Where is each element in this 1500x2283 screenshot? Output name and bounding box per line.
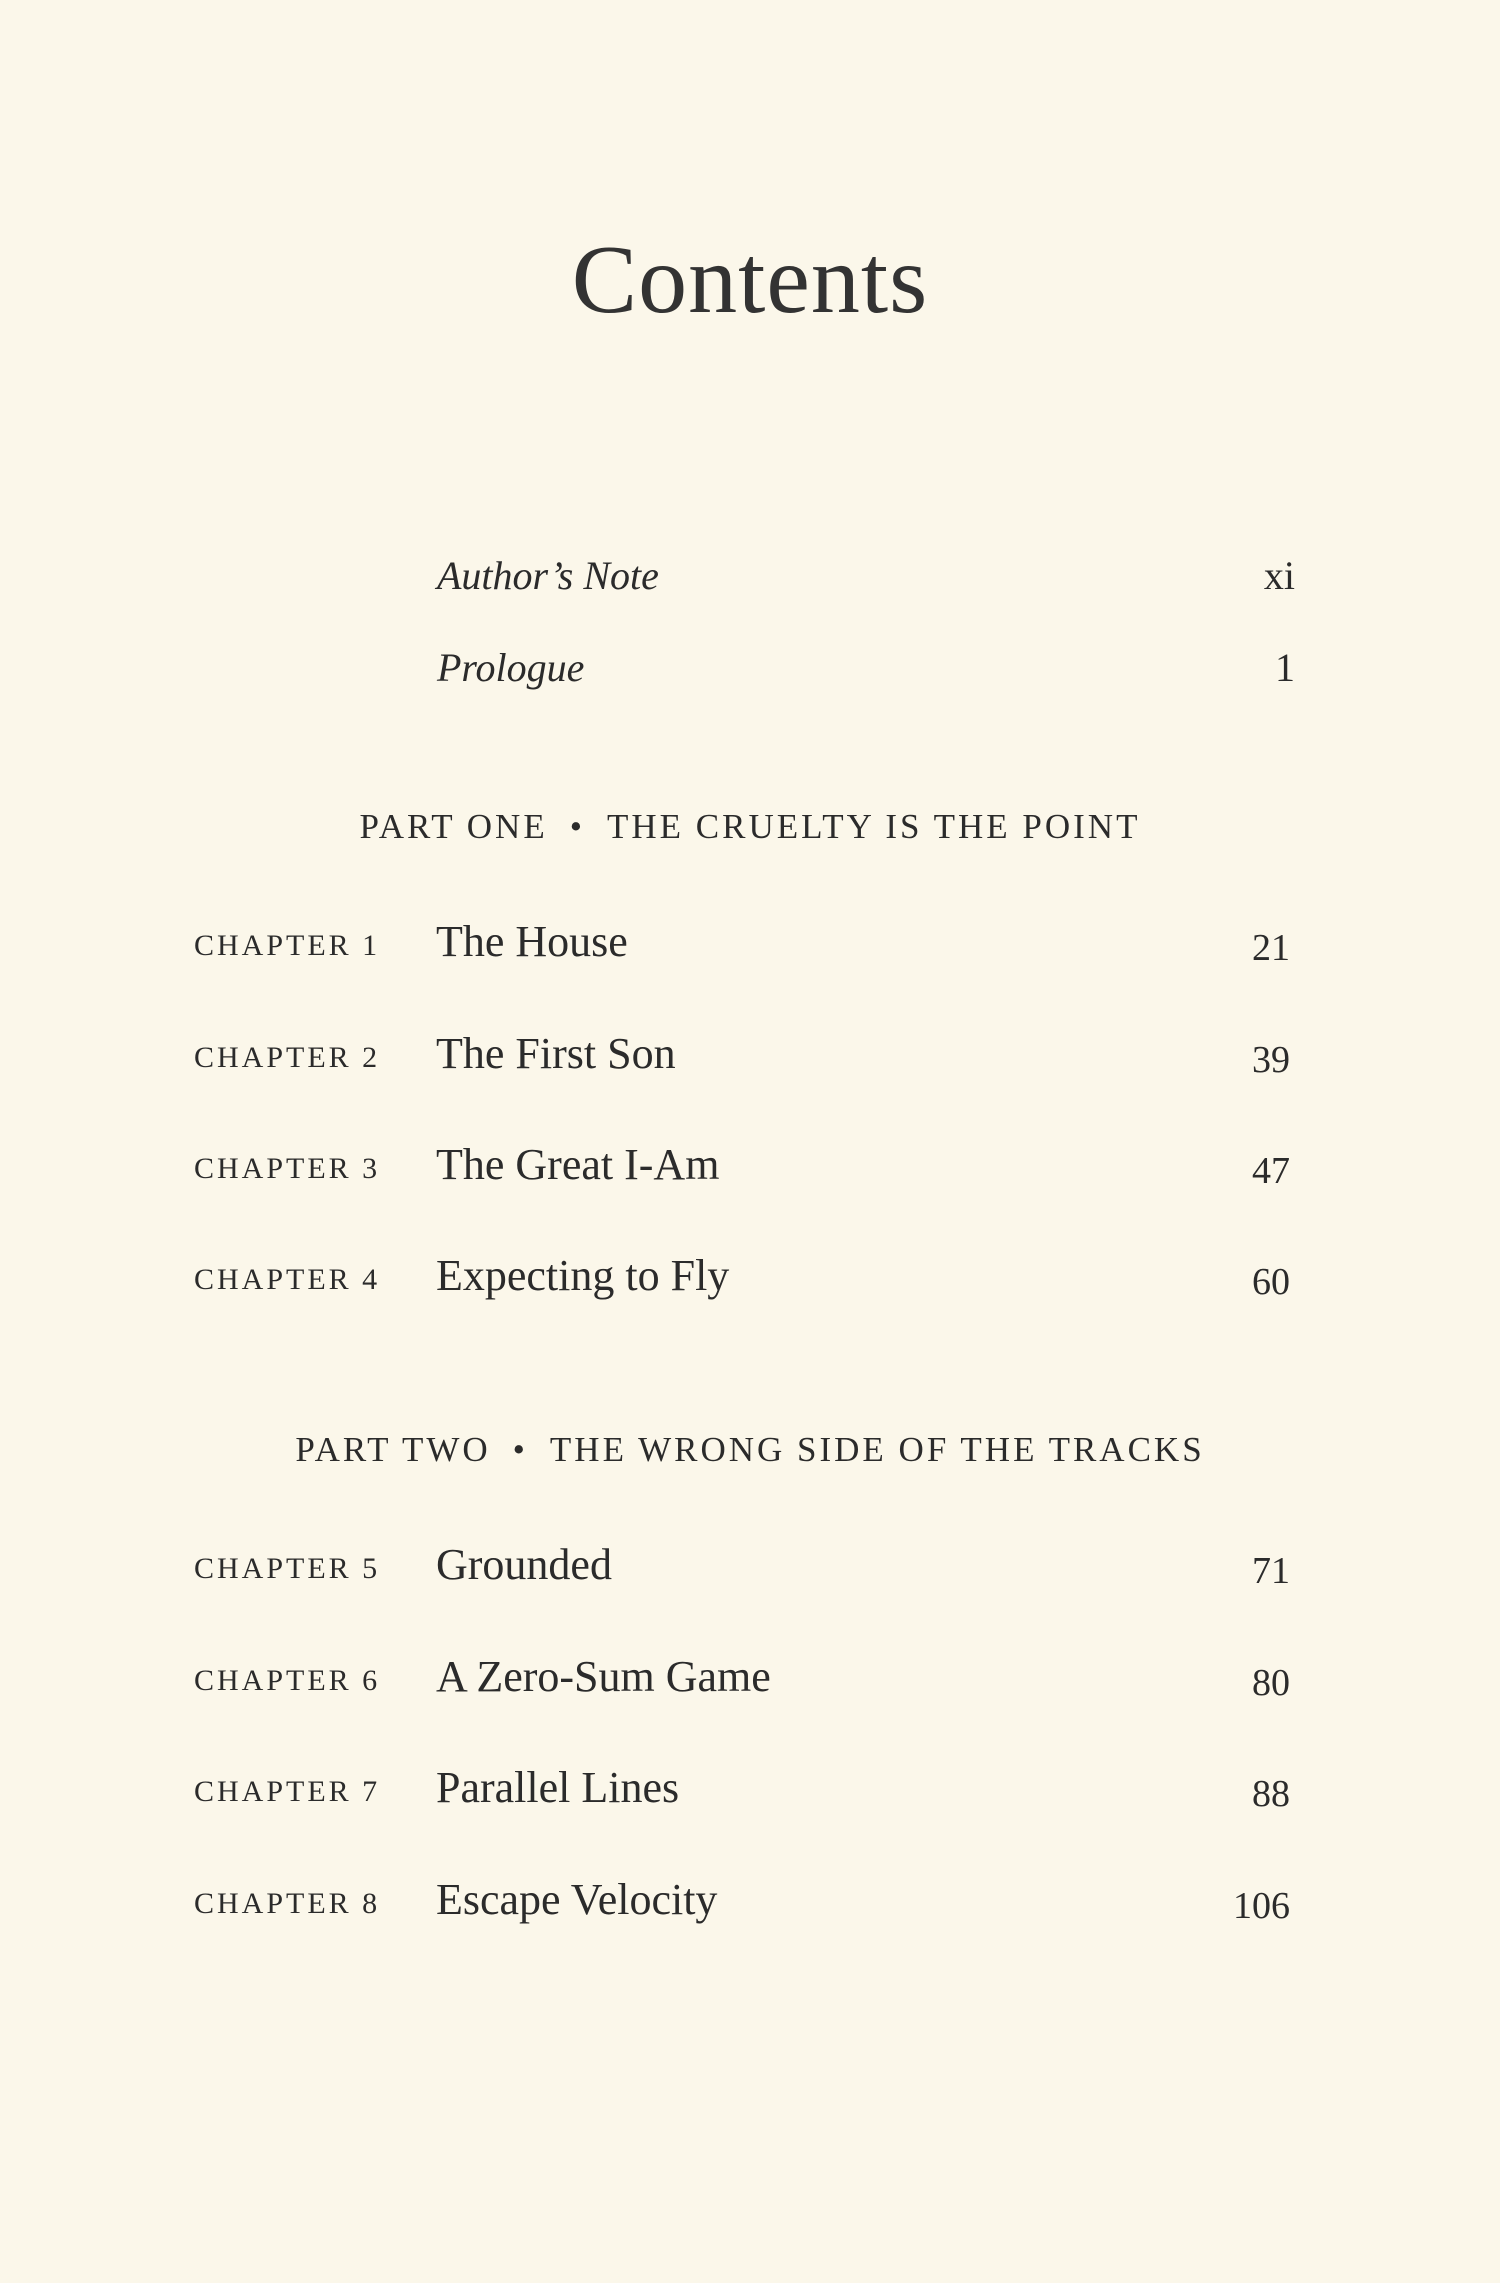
chapter-row — [194, 1246, 1290, 1308]
chapter-label: CHAPTER 6 — [194, 1664, 381, 1697]
chapter-title: Escape Velocity — [436, 1875, 718, 1924]
chapter-page-number: 71 — [1252, 1550, 1290, 1592]
chapter-label: CHAPTER 1 — [194, 929, 381, 962]
chapter-page-number: 21 — [1252, 927, 1290, 969]
chapter-title: Parallel Lines — [436, 1763, 680, 1812]
part-heading-two — [0, 1425, 1500, 1475]
chapter-label: CHAPTER 4 — [194, 1263, 381, 1296]
chapter-page-number: 106 — [1233, 1885, 1290, 1927]
front-matter-label: Prologue — [437, 645, 585, 690]
front-matter-page-number: xi — [1263, 553, 1295, 598]
chapter-row — [194, 1535, 1290, 1597]
chapter-row — [194, 912, 1290, 974]
chapter-label: CHAPTER 5 — [194, 1552, 381, 1585]
chapter-title: Grounded — [436, 1540, 612, 1589]
part-title: THE CRUELTY IS THE POINT — [606, 807, 1141, 846]
chapter-title: The Great I-Am — [436, 1140, 720, 1189]
page-title: Contents — [571, 226, 929, 334]
chapter-label: CHAPTER 7 — [194, 1775, 381, 1808]
chapter-page-number: 47 — [1252, 1150, 1290, 1192]
part-label: PART TWO — [295, 1430, 491, 1469]
chapter-page-number: 39 — [1252, 1039, 1290, 1081]
part-title: THE WRONG SIDE OF THE TRACKS — [549, 1430, 1205, 1469]
chapter-row — [194, 1647, 1290, 1709]
part-label: PART ONE — [359, 807, 548, 846]
chapter-row — [194, 1135, 1290, 1197]
chapter-row — [194, 1758, 1290, 1820]
bullet-separator: • — [569, 807, 585, 846]
bullet-separator: • — [512, 1430, 528, 1469]
chapter-title: Expecting to Fly — [436, 1251, 730, 1300]
chapter-label: CHAPTER 2 — [194, 1041, 381, 1074]
front-matter-row-prologue — [437, 638, 1295, 698]
chapter-page-number: 60 — [1252, 1261, 1290, 1303]
chapter-label: CHAPTER 3 — [194, 1152, 381, 1185]
chapter-title: A Zero-Sum Game — [436, 1652, 771, 1701]
front-matter-row-authors-note — [437, 546, 1295, 606]
chapter-row — [194, 1870, 1290, 1932]
chapter-title: The First Son — [436, 1029, 676, 1078]
chapter-row — [194, 1024, 1290, 1086]
chapter-title: The House — [436, 917, 628, 966]
part-heading-one — [0, 802, 1500, 852]
front-matter-label: Author’s Note — [437, 553, 659, 598]
front-matter-page-number: 1 — [1275, 645, 1295, 690]
chapter-label: CHAPTER 8 — [194, 1887, 381, 1920]
chapter-page-number: 80 — [1252, 1662, 1290, 1704]
chapter-page-number: 88 — [1252, 1773, 1290, 1815]
